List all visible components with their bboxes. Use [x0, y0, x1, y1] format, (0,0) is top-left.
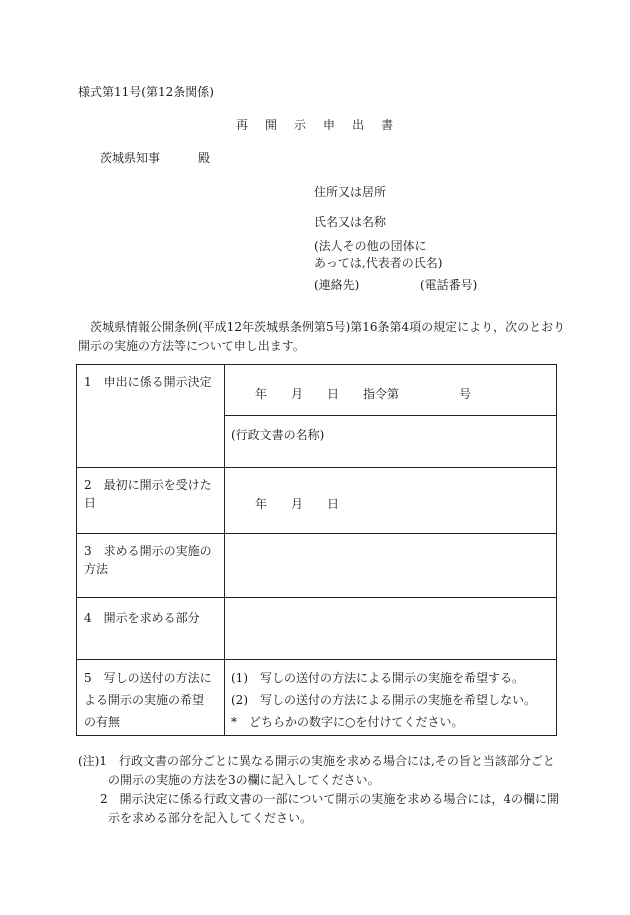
title-char: 示 [294, 118, 307, 132]
statement-line2: 開示の実施の方法等について申し出ます。 [78, 339, 305, 353]
contact-label: (連絡先) [314, 278, 360, 292]
request-statement [78, 318, 568, 356]
row2-date-text: 年 月 日 [255, 497, 340, 511]
statement-line1: 茨城県情報公開条例(平成12年茨城県条例第5号)第16条第4項の規定により，次のとおり [90, 320, 566, 334]
row2-date-cell[interactable] [225, 468, 557, 534]
title-char: 開 [265, 118, 278, 132]
honorific: 殿 [198, 151, 211, 165]
note1-line2: の開示の実施の方法を3の欄に記入してください。 [108, 773, 380, 787]
row1-label: 1 申出に係る開示決定 [77, 365, 225, 468]
title-char: 出 [352, 118, 365, 132]
row5-label-line3: の有無 [84, 715, 121, 729]
row5-instruction: * どちらかの数字に○を付けてください。 [231, 715, 464, 729]
row5-option-1[interactable]: (1) 写しの送付の方法による開示の実施を希望する。 [231, 671, 525, 685]
page-title [236, 119, 410, 131]
title-char: 書 [381, 118, 394, 132]
corporate-note-line1: (法人その他の団体に [314, 239, 427, 253]
row5-options-cell [225, 660, 557, 736]
notes [78, 752, 568, 828]
row1-date-text: 年 月 日 指令第 号 [255, 387, 472, 401]
applicant-address-label: 住所又は居所 [314, 185, 387, 199]
title-char: 再 [236, 118, 249, 132]
corporate-note-line2: あっては,代表者の氏名) [314, 256, 443, 270]
row4-label: 4 開示を求める部分 [77, 598, 225, 660]
addressee-name: 茨城県知事 [100, 151, 161, 165]
row1-docname-label: (行政文書の名称) [231, 428, 325, 442]
phone-label: (電話番号) [420, 278, 478, 292]
title-char: 申 [323, 118, 336, 132]
row5-option-2[interactable]: (2) 写しの送付の方法による開示の実施を希望しない。 [231, 693, 537, 707]
applicant-name-label: 氏名又は名称 [314, 215, 387, 229]
note2-line1: 2 開示決定に係る行政文書の一部について開示の実施を求める場合には，4の欄に開 [100, 792, 560, 806]
request-table [76, 364, 557, 736]
row5-label-line2: よる開示の実施の希望 [84, 693, 205, 707]
row2-label: 2 最初に開示を受けた日 [77, 468, 225, 534]
row3-label: 3 求める開示の実施の方法 [77, 534, 225, 598]
row1-docname-cell[interactable] [225, 416, 557, 468]
row5-label [77, 660, 225, 736]
row5-label-line1: 5 写しの送付の方法に [84, 671, 212, 685]
addressee [100, 152, 210, 164]
note1-line1: (注)1 行政文書の部分ごとに異なる開示の実施を求める場合には,その旨と当該部分ごと [78, 754, 555, 768]
row4-input-cell[interactable] [225, 598, 557, 660]
row3-input-cell[interactable] [225, 534, 557, 598]
row1-date-cell[interactable] [225, 365, 557, 416]
form-number: 様式第11号(第12条関係) [78, 85, 214, 99]
note2-line2: 示を求める部分を記入してください。 [108, 811, 313, 825]
